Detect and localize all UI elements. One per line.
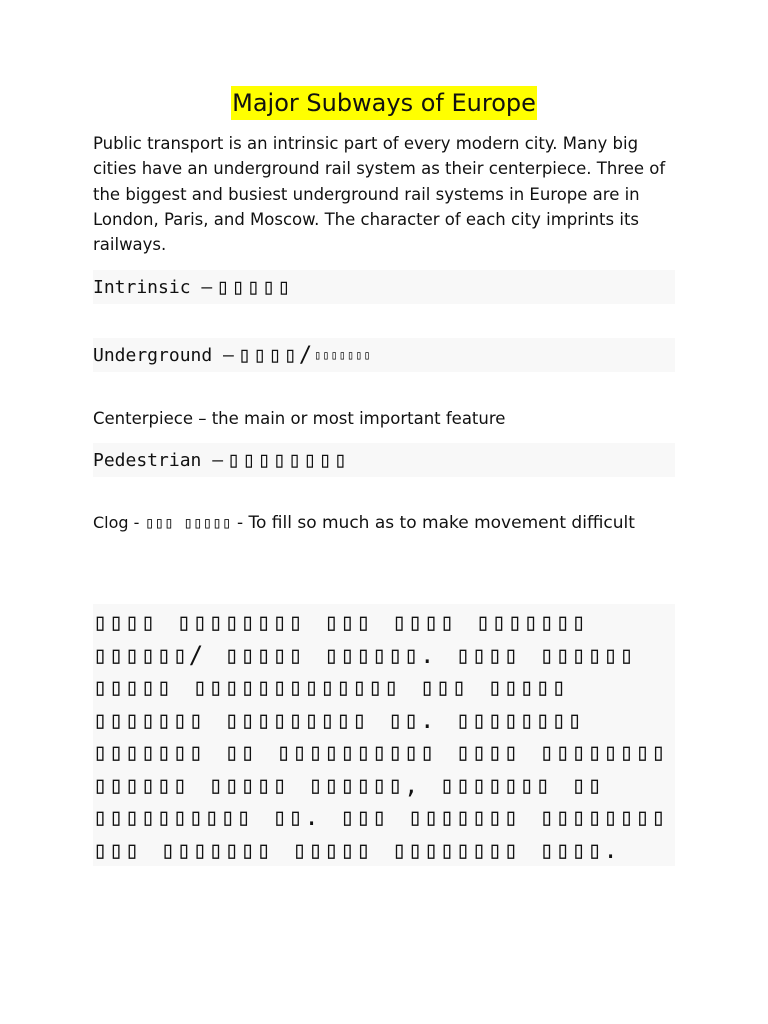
intro-paragraph: Public transport is an intrinsic part of every modern city. Many big cities have an underground rail system as their centerpiece. Three of the biggest and busiest underground rail systems in Europe are in London, Paris, and Moscow. The character of each city imprints its railways. xyxy=(93,134,666,255)
vocab-meaning: ▯▯▯▯▯ xyxy=(216,274,293,300)
title-container xyxy=(0,86,768,120)
translation-block xyxy=(93,604,675,866)
translation-paragraph: ▯▯▯▯ ▯▯▯▯▯▯▯▯ ▯▯▯ ▯▯▯▯ ▯▯▯▯▯▯▯ ▯▯▯▯▯▯/ ▯▯▯▯▯ ▯▯▯▯▯▯. ▯▯▯▯ ▯▯▯▯▯▯ ▯▯▯▯▯ ▯▯▯▯▯▯▯▯▯▯▯▯▯ ▯▯▯ ▯▯▯▯▯ ▯▯▯▯▯▯▯ ▯▯▯▯▯▯▯▯▯ ▯▯. ▯▯▯▯▯▯▯▯ ▯▯▯▯▯▯▯ ▯▯ ▯▯▯▯▯▯▯▯▯▯ ▯▯▯▯ ▯▯▯▯▯▯▯▯ ▯▯▯▯▯▯ ▯▯▯▯▯ ▯▯▯▯▯▯, ▯▯▯▯▯▯▯ ▯▯ ▯▯▯▯▯▯▯▯▯▯ ▯▯. ▯▯▯ ▯▯▯▯▯▯▯ ▯▯▯▯▯▯▯▯ ▯▯▯ ▯▯▯▯▯▯▯ ▯▯▯▯▯ ▯▯▯▯▯▯▯▯ ▯▯▯▯. xyxy=(93,608,668,864)
vocab-row-clog xyxy=(93,511,675,535)
vocab-row-underground xyxy=(93,338,675,372)
vocab-term: Intrinsic – xyxy=(93,276,213,298)
vocab-meaning: ▯▯▯ ▯▯▯▯▯ xyxy=(144,513,232,532)
page-title: Major Subways of Europe xyxy=(231,86,537,120)
vocab-row-intrinsic xyxy=(93,270,675,304)
vocab-row-centerpiece: Centerpiece – the main or most important feature xyxy=(93,409,506,428)
vocab-term: Pedestrian – xyxy=(93,449,224,471)
vocab-definition: - To fill so much as to make movement difficult xyxy=(236,513,635,533)
vocab-meaning-alt: ▯▯▯▯▯▯▯ xyxy=(314,348,372,362)
vocab-term: Clog - xyxy=(93,513,140,532)
vocab-meaning: ▯▯▯▯/ xyxy=(237,342,315,368)
vocab-row-pedestrian xyxy=(93,443,675,477)
vocab-term: Underground – xyxy=(93,344,234,366)
vocab-meaning: ▯▯▯▯▯▯▯▯ xyxy=(227,447,350,473)
